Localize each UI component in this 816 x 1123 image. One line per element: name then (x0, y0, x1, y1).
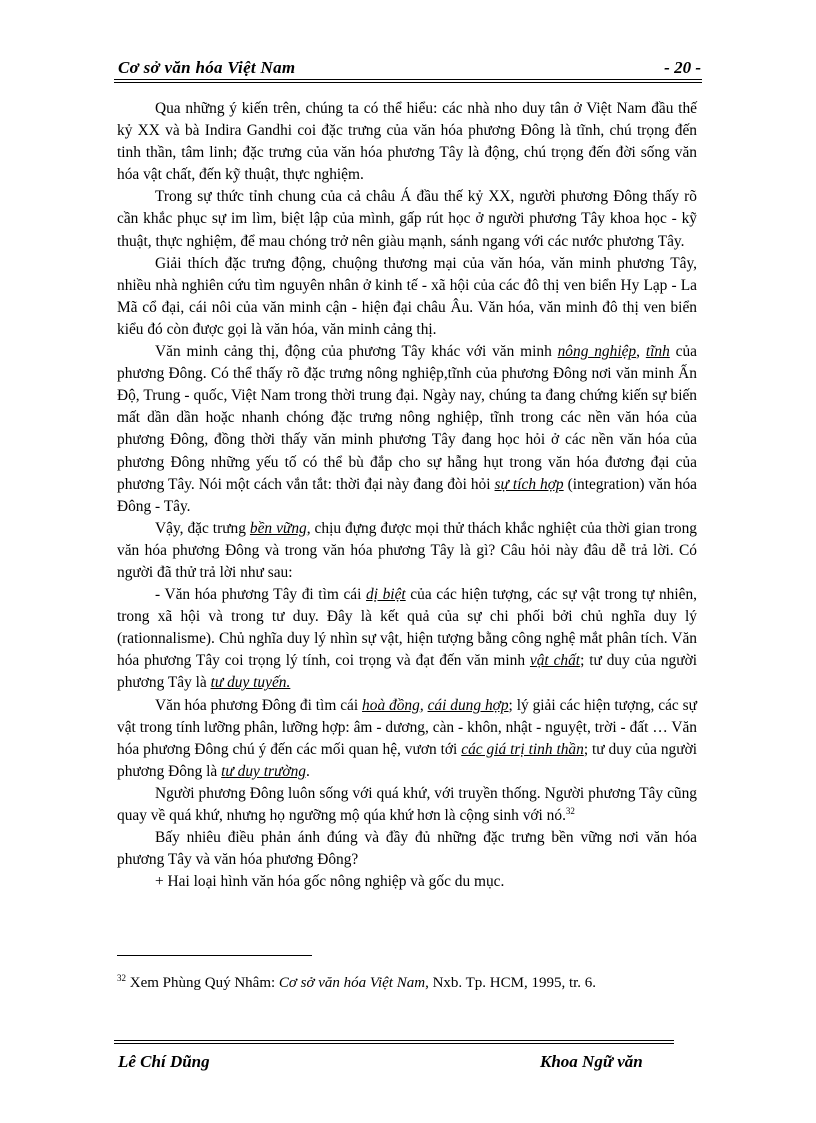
book-title: Cơ sở văn hóa Việt Nam (278, 975, 426, 991)
underlined-term: dị biệt (366, 586, 406, 604)
paragraph: Qua những ý kiến trên, chúng ta có thể hiểu: các nhà nho duy tân ở Việt Nam đầu thế kỷ XX và bà Indira Gandhi coi đặc trưng của văn hóa phương Đông là tĩnh, chú trọng đến tinh thần, tâm linh; đặc trưng của văn hóa phương Tây là động, chú trọng đến đời sống văn hóa vật chất, đến kỹ thuật, thực nghiệm. (117, 100, 697, 184)
paragraph: - Văn hóa phương Tây đi tìm cái dị biệt của các hiện tượng, các sự vật trong tự nhiên, trong xã hội và trong tư duy. Đây là kết quả của sự chi phối bởi chủ nghĩa duy lý (rationnalisme). Chủ nghĩa duy lý nhìn sự vật, hiện tượng bằng công nghệ mắt phân tích. Văn hóa phương Tây coi trọng lý tính, coi trọng và đạt đến văn minh vật chất; tư duy của người phương Tây là tư duy tuyến. (117, 586, 697, 692)
header-rule (114, 79, 702, 83)
main-text (117, 98, 697, 893)
underlined-term: cái dung hợp (427, 696, 509, 714)
footnote-number: 32 (117, 973, 126, 983)
paragraph: Văn hóa phương Đông đi tìm cái hoà đồng, cái dung hợp; lý giải các hiện tượng, các sự vật trong tính lưỡng phân, lưỡng hợp: âm - dương, càn - khôn, nhật - nguyệt, trời - đất … Văn hóa phương Đông chú ý đến các mối quan hệ, vươn tới các giá trị tinh thần; tư duy của người phương Đông là tư duy trường. (117, 696, 697, 780)
running-title: Cơ sở văn hóa Việt Nam (118, 58, 296, 77)
paragraph: Văn minh cảng thị, động của phương Tây khác với văn minh nông nghiệp, tĩnh của phương Đông. Có thể thấy rõ đặc trưng nông nghiệp,tĩnh của phương Đông nơi văn minh Ấn Độ, Trung - quốc, Việt Nam trong thời trung đại. Ngày nay, chúng ta đang chứng kiến sự biến mất dần dần hoặc nhanh chóng đặc trưng nông nghiệp, tĩnh trong các nền văn hóa của phương Đông, đồng thời thấy văn minh phương Tây đang học hỏi ở các nền văn hóa của phương Đông những yếu tố có thể bù đắp cho sự hẫng hụt trong văn hóa đương đại của phương Tây. Nói một cách vắn tắt: thời đại này đang đòi hỏi sự tích hợp (integration) văn hóa Đông - Tây. (117, 343, 697, 515)
underlined-term: tĩnh (645, 343, 670, 361)
footer-author: Lê Chí Dũng (118, 1052, 210, 1071)
paragraph: + Hai loại hình văn hóa gốc nông nghiệp và gốc du mục. (155, 873, 505, 891)
footnote-reference[interactable]: 32 (565, 805, 575, 816)
footer-rule (114, 1040, 674, 1044)
underlined-term: tư duy trường (221, 762, 306, 780)
underlined-term: các giá trị tinh thần (461, 740, 584, 758)
paragraph: Bấy nhiêu điều phản ánh đúng và đầy đủ những đặc trưng bền vững nơi văn hóa phương Tây và văn hóa phương Đông? (117, 829, 697, 869)
underlined-term: tư duy tuyến. (210, 674, 291, 692)
underlined-term: bền vững (249, 519, 307, 537)
underlined-term: sự tích hợp (494, 475, 564, 493)
underlined-term: nông nghiệp (557, 343, 637, 361)
footnote: $^{32}$ Xem Phùng Quý Nhâm: Cơ sở văn hóa Việt Nam, Nxb. Tp. HCM, 1995, tr. 6. (117, 973, 597, 991)
paragraph: Trong sự thức tỉnh chung của cả châu Á đầu thế kỷ XX, người phương Đông thấy rõ cần khắc phục sự im lìm, biệt lập của mình, gấp rút học ở người phương Tây khoa học - kỹ thuật, thực nghiệm, để mau chóng trở nên giàu mạnh, sánh ngang với các nước phương Tây. (117, 188, 697, 250)
footer-department: Khoa Ngữ văn (540, 1052, 643, 1071)
footnote-separator (117, 955, 312, 956)
underlined-term: vật chất (529, 652, 581, 670)
underlined-term: hoà đồng (362, 696, 420, 714)
page-header (118, 58, 701, 78)
paragraph: Người phương Đông luôn sống với quá khứ, với truyền thống. Người phương Tây cũng quay về quá khứ, nhưng họ ngưỡng mộ qúa khứ hơn là cộng sinh với nó.$^{32}$ (117, 784, 697, 824)
page-number: - 20 - (664, 58, 701, 77)
paragraph: Giải thích đặc trưng động, chuộng thương mại của văn hóa, văn minh phương Tây, nhiều nhà nghiên cứu tìm nguyên nhân ở kinh tế - xã hội của các đô thị ven biển Hy Lạp - La Mã cổ đại, cái nôi của văn minh cận - hiện đại châu Âu. Văn hóa, văn minh đô thị ven biển kiểu đó còn được gọi là văn hóa, văn minh cảng thị. (117, 254, 697, 338)
paragraph: Vậy, đặc trưng bền vững, chịu đựng được mọi thử thách khắc nghiệt của thời gian trong văn hóa phương Đông và trong văn hóa phương Tây là gì? Câu hỏi này đâu dễ trả lời. Có người đã thử trả lời như sau: (117, 519, 697, 581)
